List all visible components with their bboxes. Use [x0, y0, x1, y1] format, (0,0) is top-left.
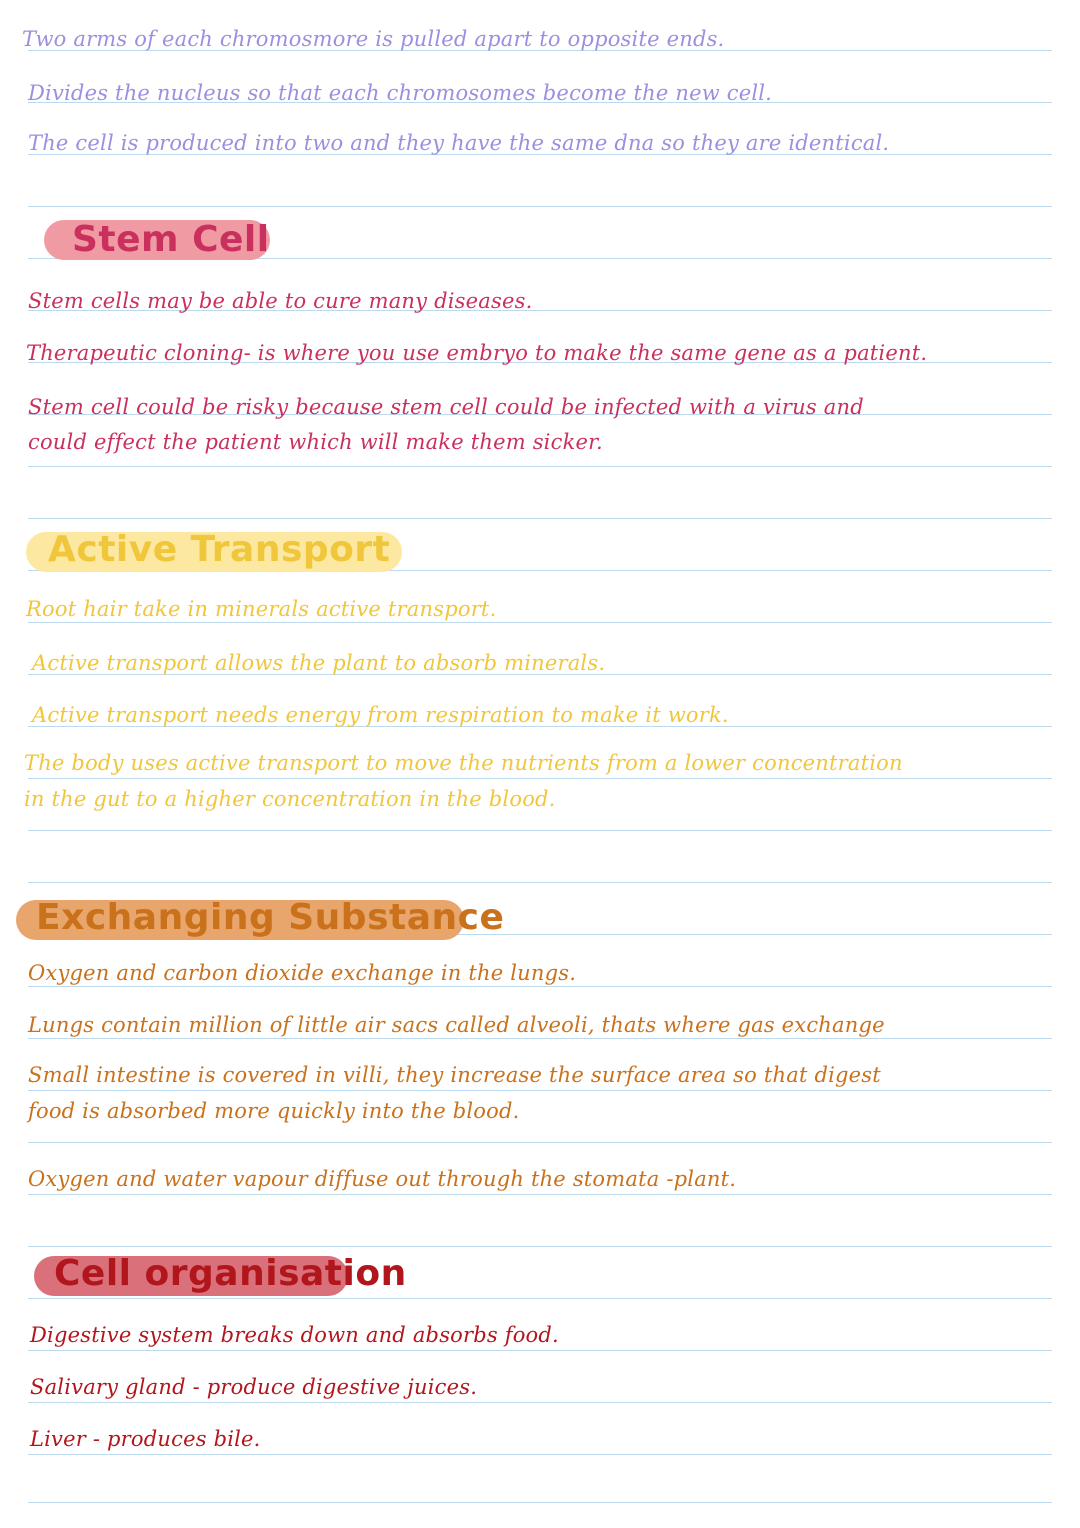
note-line: Oxygen and carbon dioxide exchange in the lungs.	[28, 961, 577, 985]
note-line: Digestive system breaks down and absorbs food.	[30, 1323, 559, 1347]
note-line: Small intestine is covered in villi, they increase the surface area so that digest	[28, 1063, 881, 1087]
ruled-line	[28, 778, 1052, 779]
note-line: Liver - produces bile.	[30, 1427, 261, 1451]
section-heading: Stem Cell	[72, 219, 270, 260]
ruled-line	[28, 882, 1052, 883]
ruled-line	[28, 466, 1052, 467]
note-line: Lungs contain million of little air sacs called alveoli, thats where gas exchange	[28, 1013, 885, 1037]
ruled-line	[28, 1350, 1052, 1351]
ruled-line	[28, 1142, 1052, 1143]
section-heading: Active Transport	[48, 529, 391, 570]
ruled-line	[28, 1090, 1052, 1091]
ruled-line	[28, 1402, 1052, 1403]
note-line: Active transport allows the plant to absorb minerals.	[32, 651, 606, 675]
note-line: in the gut to a higher concentration in the blood.	[24, 787, 556, 811]
note-line: Two arms of each chromosmore is pulled apart to opposite ends.	[22, 27, 725, 51]
ruled-line	[28, 1246, 1052, 1247]
note-line: could effect the patient which will make them sicker.	[28, 430, 603, 454]
ruled-line	[28, 518, 1052, 519]
note-line: Divides the nucleus so that each chromosomes become the new cell.	[28, 81, 773, 105]
ruled-line	[28, 206, 1052, 207]
note-line: food is absorbed more quickly into the blood.	[28, 1099, 520, 1123]
note-line: Root hair take in minerals active transport.	[26, 597, 497, 621]
section-heading: Cell organisation	[54, 1253, 407, 1294]
note-line: Active transport needs energy from respiration to make it work.	[32, 703, 729, 727]
ruled-line	[28, 830, 1052, 831]
ruled-line	[28, 1194, 1052, 1195]
section-heading: Exchanging Substance	[36, 897, 505, 938]
ruled-line	[28, 1454, 1052, 1455]
note-line: The body uses active transport to move the nutrients from a lower concentration	[24, 751, 903, 775]
note-line: Stem cell could be risky because stem cell could be infected with a virus and	[28, 395, 864, 419]
note-line: The cell is produced into two and they have the same dna so they are identical.	[28, 131, 890, 155]
note-line: Stem cells may be able to cure many diseases.	[28, 289, 533, 313]
ruled-line	[28, 1298, 1052, 1299]
ruled-line	[28, 1502, 1052, 1503]
note-line: Salivary gland - produce digestive juices.	[30, 1375, 478, 1399]
note-line: Oxygen and water vapour diffuse out through the stomata -plant.	[28, 1167, 737, 1191]
note-line: Therapeutic cloning- is where you use embryo to make the same gene as a patient.	[26, 341, 928, 365]
